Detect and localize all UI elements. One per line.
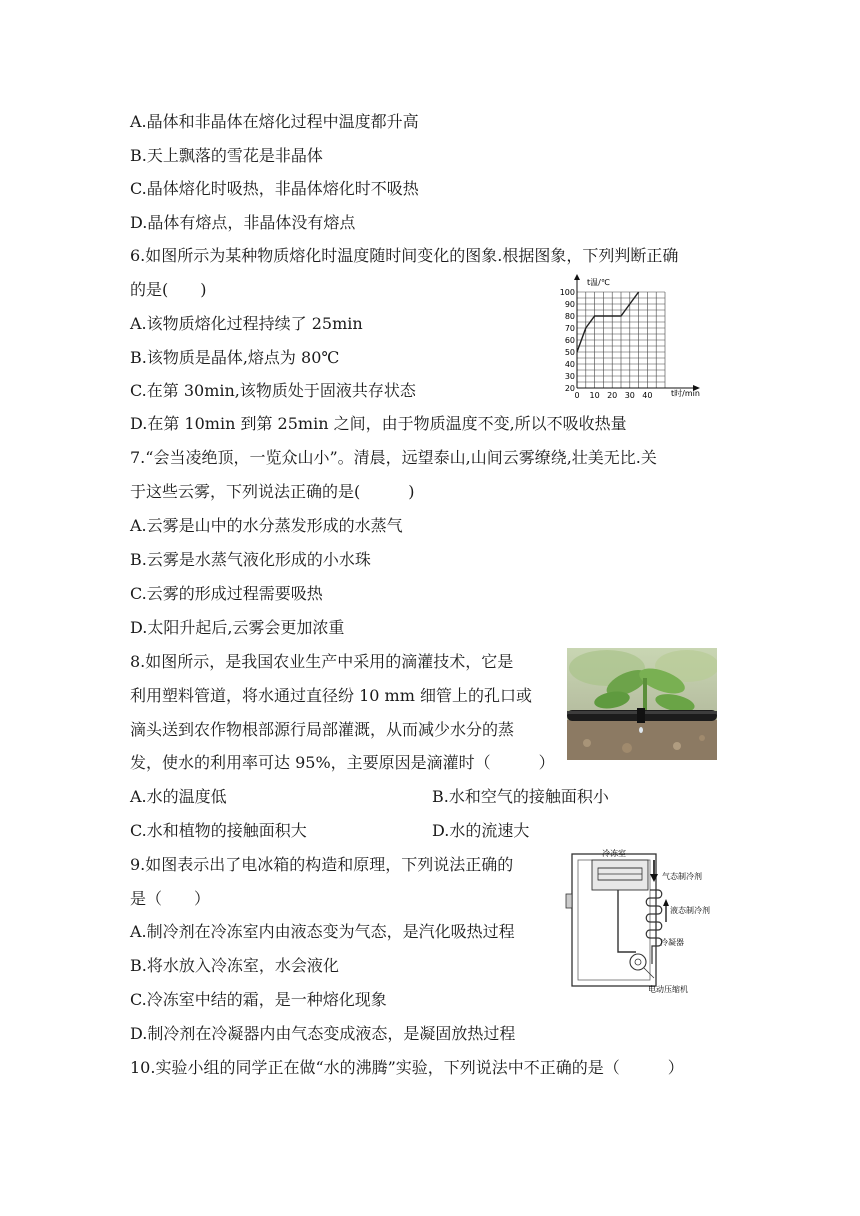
- q7-stem-line1: 7.“会当凌绝顶，一览众山小”。清晨，远望泰山,山间云雾缭绕,壮美无比.关: [130, 448, 657, 467]
- label-freezer: 冷冻室: [602, 849, 626, 858]
- q8-stem-line3: 滴头送到农作物根部源行局部灌溉，从而减少水分的蒸: [130, 720, 515, 739]
- q7-stem-line2: 于这些云雾，下列说法正确的是( ): [130, 482, 415, 501]
- q10-stem: 10.实验小组的同学正在做“水的沸腾”实验，下列说法中不正确的是（ ）: [130, 1058, 684, 1077]
- q8-stem-line4: 发，使水的利用率可达 95%，主要原因是滴灌时（ ）: [130, 753, 555, 772]
- label-condenser: 冷凝器: [660, 938, 684, 947]
- chart-y-tick-label: 50: [564, 348, 575, 357]
- chart-x-tick-label: 10: [589, 391, 600, 400]
- chart-x-tick-label: 20: [607, 391, 618, 400]
- q8-stem-line2: 利用塑料管道，将水通过直径纷 10 mm 细管上的孔口或: [130, 686, 532, 705]
- chart-y-tick-label: 100: [559, 288, 575, 297]
- chart-y-arrow-icon: [574, 274, 580, 280]
- condenser-coil: [646, 890, 662, 964]
- chart-x-tick-label: 30: [624, 391, 635, 400]
- q7-option-c: C.云雾的形成过程需要吸热: [130, 584, 323, 603]
- arrow-down-icon: [650, 874, 658, 882]
- chart-x-axis-label: t时/min: [671, 389, 700, 398]
- label-gas-refrigerant: 气态制冷剂: [662, 872, 702, 881]
- q8-option-a: A.水的温度低: [130, 787, 227, 806]
- q5-option-c: C.晶体熔化时吸热，非晶体熔化时不吸热: [130, 179, 419, 198]
- q6-option-c: C.在第 30min,该物质处于固液共存状态: [130, 381, 416, 400]
- arrow-up-icon: [663, 899, 669, 906]
- q8-option-c: C.水和植物的接触面积大: [130, 821, 307, 840]
- q7-option-b: B.云雾是水蒸气液化形成的小水珠: [130, 550, 371, 569]
- q9-option-c: C.冷冻室中结的霜，是一种熔化现象: [130, 990, 387, 1009]
- q9-option-b: B.将水放入冷冻室，水会液化: [130, 956, 339, 975]
- q7-option-a: A.云雾是山中的水分蒸发形成的水蒸气: [130, 516, 403, 535]
- label-compressor: 电动压缩机: [648, 985, 688, 994]
- freezer-box: [592, 860, 648, 890]
- q8-stem-line1: 8.如图所示，是我国农业生产中采用的滴灌技术，它是: [130, 652, 514, 671]
- q8-option-b: B.水和空气的接触面积小: [432, 787, 609, 806]
- refrigerator-diagram: [562, 842, 732, 1002]
- q5-option-d: D.晶体有熔点，非晶体没有熔点: [130, 213, 356, 232]
- melting-curve-chart: [555, 270, 705, 405]
- q5-option-a: A.晶体和非晶体在熔化过程中温度都升高: [130, 112, 419, 131]
- q9-stem-line2: 是（ ）: [130, 889, 211, 908]
- q6-stem-line1: 6.如图所示为某种物质熔化时温度随时间变化的图象.根据图象，下列判断正确: [130, 246, 679, 265]
- q9-stem-line1: 9.如图表示出了电冰箱的构造和原理，下列说法正确的: [130, 855, 514, 874]
- chart-y-tick-label: 40: [564, 360, 575, 369]
- chart-x-tick-label: 40: [642, 391, 653, 400]
- q5-option-b: B.天上飘落的雪花是非晶体: [130, 146, 323, 165]
- compressor-icon: [630, 954, 646, 970]
- chart-x-tick-label: 0: [574, 391, 580, 400]
- chart-y-tick-label: 20: [564, 384, 575, 393]
- q6-option-b: B.该物质是晶体,熔点为 80℃: [130, 348, 340, 367]
- chart-y-tick-label: 90: [564, 300, 575, 309]
- label-liquid-refrigerant: 液态制冷剂: [670, 906, 710, 915]
- chart-y-tick-label: 60: [564, 336, 575, 345]
- drip-irrigation-photo: [567, 648, 717, 760]
- q6-option-d: D.在第 10min 到第 25min 之间，由于物质温度不变,所以不吸收热量: [130, 414, 627, 433]
- chart-y-tick-label: 80: [564, 312, 575, 321]
- chart-y-axis-label: t温/℃: [587, 278, 610, 287]
- q8-option-d: D.水的流速大: [432, 821, 530, 840]
- chart-y-tick-label: 70: [564, 324, 575, 333]
- q6-option-a: A.该物质熔化过程持续了 25min: [130, 314, 363, 333]
- fridge-handle: [566, 894, 572, 908]
- chart-y-tick-label: 30: [564, 372, 575, 381]
- q7-option-d: D.太阳升起后,云雾会更加浓重: [130, 618, 345, 637]
- q9-option-d: D.制冷剂在冷凝器内由气态变成液态，是凝固放热过程: [130, 1024, 516, 1043]
- q6-stem-line2: 的是( ): [130, 280, 207, 299]
- q9-option-a: A.制冷剂在冷冻室内由液态变为气态，是汽化吸热过程: [130, 922, 515, 941]
